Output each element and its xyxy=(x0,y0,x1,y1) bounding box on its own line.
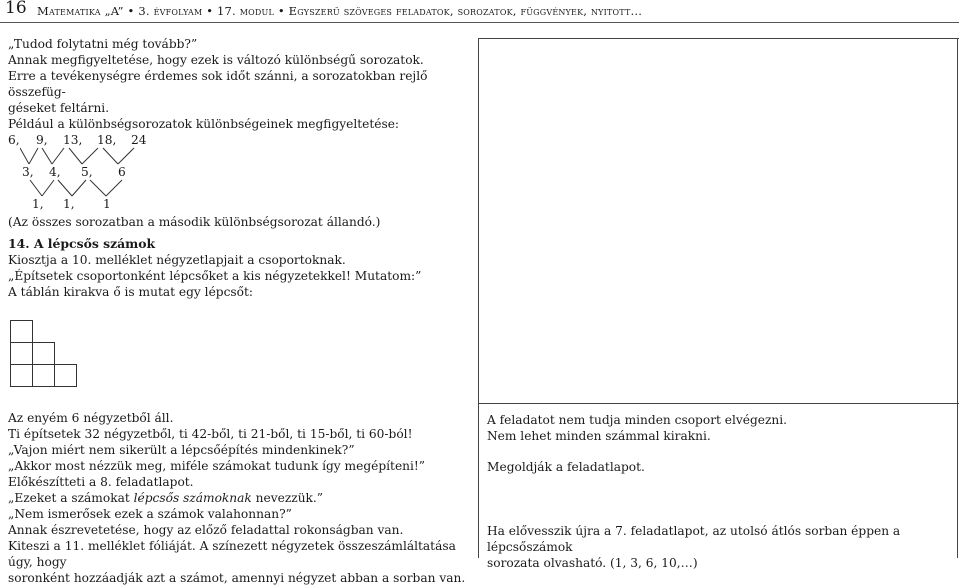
stair-square xyxy=(54,364,77,387)
seq-value: 1 xyxy=(103,197,111,211)
lepcsos-line xyxy=(8,490,474,506)
right-line: Nem lehet minden számmal kirakni. xyxy=(487,429,711,443)
intro-line: „Tudod folytatni még tovább?” xyxy=(8,37,198,51)
seq-value: 1, xyxy=(32,197,44,211)
right-line: sorozata olvasható. (1, 3, 6, 10,…) xyxy=(487,556,698,570)
intro-line: Erre a tevékenységre érdemes sok időt szánni, a sorozatokban rejlő összefüg- xyxy=(8,69,428,99)
difference-scheme xyxy=(8,132,474,212)
right-border xyxy=(957,38,958,558)
difference-lines-1 xyxy=(20,147,150,165)
seq-value: 13, xyxy=(63,133,83,147)
after-line: „Vajon miért nem sikerült a lépcsőépítés mindenkinek?” xyxy=(8,443,355,457)
final-line: soronként hozzáadják azt a számot, amennyi négyzet abban a sorban van. xyxy=(8,571,466,585)
header-rule xyxy=(0,22,959,23)
right-block-1 xyxy=(487,412,955,444)
stair-square xyxy=(10,364,33,387)
intro-line: Annak megfigyeltetése, hogy ezek is változó különbségű sorozatok. xyxy=(8,53,424,67)
seq-value: 9, xyxy=(36,133,48,147)
stair-square xyxy=(10,342,33,365)
intro-line: Például a különbségsorozatok különbségeinek megfigyeltetése: xyxy=(8,117,400,131)
seq-value: 18, xyxy=(97,133,117,147)
final-line: Kiteszi a 11. melléklet fóliáját. A színezett négyzetek összeszámláltatása úgy, hogy xyxy=(8,539,456,569)
column-divider xyxy=(478,38,479,558)
staircase-figure xyxy=(8,310,474,410)
task-line: „Építsetek csoportonként lépcsőket a kis négyzetekkel! Mutatom:” xyxy=(8,269,422,283)
right-line: A feladatot nem tudja minden csoport elvégezni. xyxy=(487,413,788,427)
final-line: „Nem ismerősek ezek a számok valahonnan?” xyxy=(8,507,292,521)
task-line: A táblán kirakva ő is mutat egy lépcsőt: xyxy=(8,285,253,299)
right-mid-rule xyxy=(479,403,959,404)
intro-line: géseket feltárni. xyxy=(8,101,110,115)
seq-value: 6, xyxy=(8,133,20,147)
stair-square xyxy=(32,364,55,387)
after-line: Az enyém 6 négyzetből áll. xyxy=(8,411,174,425)
running-head: Matematika „A” • 3. évfolyam • 17. modul • Egyszerű szöveges feladatok, sorozatok, függvények, nyitott… xyxy=(37,4,643,18)
task-heading: 14. A lépcsős számok xyxy=(8,236,156,251)
after-line: Előkészítteti a 8. feladatlapot. xyxy=(8,475,194,489)
seq-value: 5, xyxy=(81,165,93,179)
lepcsos-after: nevezzük.” xyxy=(251,491,324,505)
final-line: Annak észrevetetése, hogy az előző feladattal rokonságban van. xyxy=(8,523,404,537)
page-number: 16 xyxy=(5,0,27,18)
stair-square xyxy=(10,320,33,343)
right-block-2 xyxy=(487,459,955,475)
seq-value: 6 xyxy=(118,165,126,179)
right-line: Megoldják a feladatlapot. xyxy=(487,460,645,474)
stair-square xyxy=(32,342,55,365)
right-line: Ha elővesszik újra a 7. feladatlapot, az utolsó átlós sorban éppen a lépcsőszámok xyxy=(487,524,901,554)
seq-value: 3, xyxy=(22,165,34,179)
difference-lines-2 xyxy=(20,179,150,197)
seq-value: 4, xyxy=(49,165,61,179)
seq-value: 1, xyxy=(63,197,75,211)
note-line: (Az összes sorozatban a második különbségsorozat állandó.) xyxy=(8,215,381,229)
right-top-rule xyxy=(479,38,959,39)
lepcsos-before: „Ezeket a számokat xyxy=(8,491,134,505)
lepcsos-term: lépcsős számoknak xyxy=(133,491,252,505)
left-column xyxy=(8,36,474,586)
page-header xyxy=(0,0,959,28)
after-line: Ti építsetek 32 négyzetből, ti 42-ből, ti 21-ből, ti 15-ből, ti 60-ból! xyxy=(8,427,413,441)
seq-value: 24 xyxy=(131,133,147,147)
after-line: „Akkor most nézzük meg, miféle számokat tudunk így megépíteni!” xyxy=(8,459,426,473)
task-line: Kiosztja a 10. melléklet négyzetlapjait a csoportoknak. xyxy=(8,253,346,267)
right-block-3 xyxy=(487,523,955,571)
